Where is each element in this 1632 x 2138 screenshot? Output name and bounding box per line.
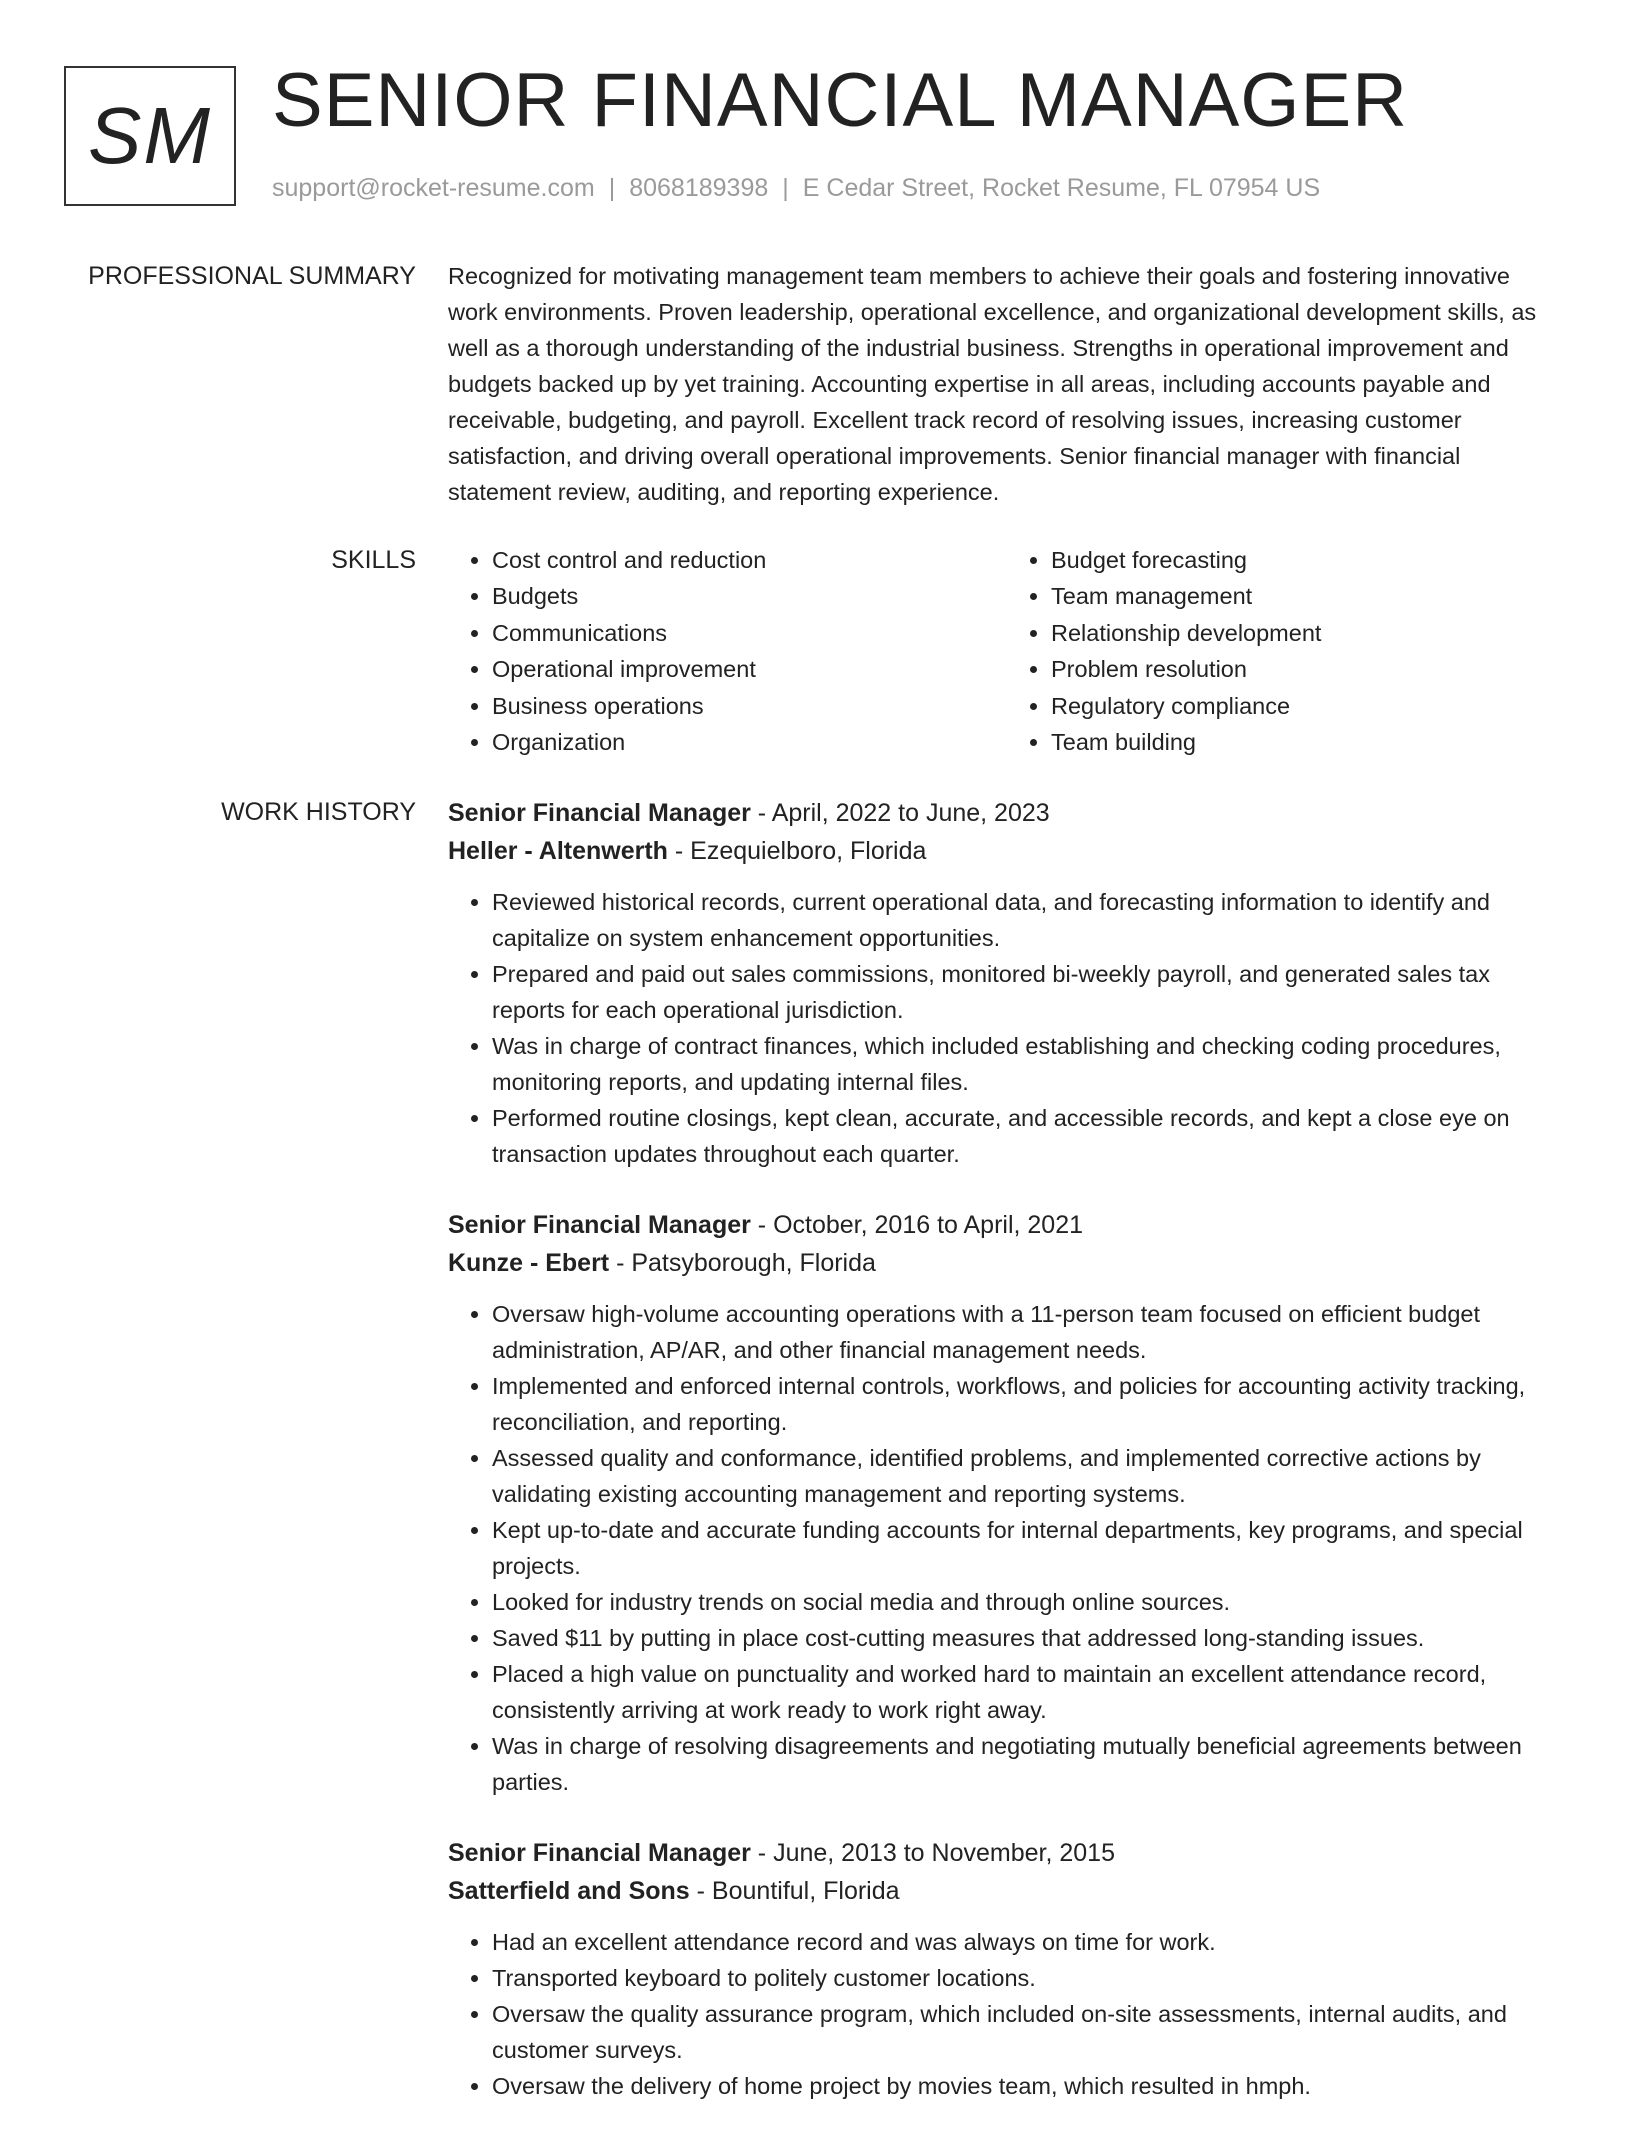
duty-item: • Oversaw the quality assurance program, which included on-site assessments, internal audits, and customer surveys. <box>492 1996 1566 2068</box>
skill-item: • Team management <box>1051 578 1566 614</box>
job-entry <box>448 794 1566 1172</box>
duty-item: • Prepared and paid out sales commissions, monitored bi-weekly payroll, and generated sales tax reports for each operational jurisdiction. <box>492 956 1566 1028</box>
duty-item: • Looked for industry trends on social media and through online sources. <box>492 1584 1566 1620</box>
duty-item: • Had an excellent attendance record and was always on time for work. <box>492 1924 1566 1960</box>
skills-list-right <box>1007 542 1566 760</box>
job-company-line <box>448 1872 1566 1910</box>
job-title-line <box>448 1834 1566 1872</box>
job-title: Senior Financial Manager <box>448 1211 751 1239</box>
contact-separator: | <box>608 174 616 202</box>
duty-item: • Kept up-to-date and accurate funding accounts for internal departments, key programs, and special projects. <box>492 1512 1566 1584</box>
duty-item: • Was in charge of resolving disagreements and negotiating mutually beneficial agreements between parties. <box>492 1728 1566 1800</box>
duty-item: • Implemented and enforced internal controls, workflows, and policies for accounting activity tracking, reconciliation, and reporting. <box>492 1368 1566 1440</box>
contact-address: E Cedar Street, Rocket Resume, FL 07954 US <box>802 174 1321 202</box>
skill-item: • Business operations <box>492 688 1007 724</box>
job-title-line <box>448 1206 1566 1244</box>
skill-item: • Problem resolution <box>1051 651 1566 687</box>
job-company: Satterfield and Sons <box>448 1877 690 1905</box>
duty-item: • Oversaw high-volume accounting operations with a 11-person team focused on efficient budget administration, AP/AR, and other financial management needs. <box>492 1296 1566 1368</box>
job-entry <box>448 1834 1566 2104</box>
job-company-line <box>448 1244 1566 1282</box>
duty-item: • Performed routine closings, kept clean, accurate, and accessible records, and kept a close eye on transaction updates throughout each quarter. <box>492 1100 1566 1172</box>
duty-item: • Saved $11 by putting in place cost-cutting measures that addressed long-standing issues. <box>492 1620 1566 1656</box>
skill-item: • Operational improvement <box>492 651 1007 687</box>
summary-text: Recognized for motivating management team members to achieve their goals and fostering innovative work environments. Proven leadership, operational excellence, and organizational development skills, as well as a thorough understanding of the industrial business. Strengths in operational improvement and budgets backed up by yet training. Accounting expertise in all areas, including accounts payable and receivable, budgeting, and payroll. Excellent track record of resolving issues, increasing customer satisfaction, and driving overall operational improvements. Senior financial manager with financial statement review, auditing, and reporting experience. <box>448 263 1537 505</box>
summary-label: PROFESSIONAL SUMMARY <box>88 262 416 290</box>
job-duties <box>448 884 1566 1172</box>
skill-item: • Team building <box>1051 724 1566 760</box>
duty-item: • Reviewed historical records, current operational data, and forecasting information to identify and capitalize on system enhancement opportunities. <box>492 884 1566 956</box>
skill-item: • Communications <box>492 615 1007 651</box>
resume-title: SENIOR FINANCIAL MANAGER <box>272 58 1409 143</box>
skill-item: • Organization <box>492 724 1007 760</box>
job-dates: - October, 2016 to April, 2021 <box>750 1211 1084 1239</box>
duty-item: • Transported keyboard to politely customer locations. <box>492 1960 1566 1996</box>
job-company: Kunze - Ebert <box>448 1249 610 1277</box>
monogram-initials: SM <box>88 91 212 180</box>
duty-item: • Assessed quality and conformance, identified problems, and implemented corrective actions by validating existing accounting management and reporting systems. <box>492 1440 1566 1512</box>
monogram-box <box>64 66 236 206</box>
job-entry <box>448 1206 1566 1800</box>
job-title-line <box>448 794 1566 832</box>
skill-item: • Cost control and reduction <box>492 542 1007 578</box>
contact-email: support@rocket-resume.com <box>272 174 595 202</box>
job-title: Senior Financial Manager <box>448 799 751 827</box>
job-company: Heller - Altenwerth <box>448 837 668 865</box>
job-company-line <box>448 832 1566 870</box>
contact-line <box>272 174 1320 203</box>
skill-item: • Relationship development <box>1051 615 1566 651</box>
job-title: Senior Financial Manager <box>448 1839 751 1867</box>
duty-item: • Placed a high value on punctuality and worked hard to maintain an excellent attendance record, consistently arriving at work ready to work right away. <box>492 1656 1566 1728</box>
skills-label: SKILLS <box>331 546 416 574</box>
contact-phone: 8068189398 <box>629 174 769 202</box>
job-dates: - June, 2013 to November, 2015 <box>750 1839 1115 1867</box>
skill-item: • Budgets <box>492 578 1007 614</box>
skill-item: • Budget forecasting <box>1051 542 1566 578</box>
duty-item: • Was in charge of contract finances, which included establishing and checking coding procedures, monitoring reports, and updating internal files. <box>492 1028 1566 1100</box>
job-duties <box>448 1924 1566 2104</box>
job-dates: - April, 2022 to June, 2023 <box>750 799 1050 827</box>
job-duties <box>448 1296 1566 1800</box>
skill-item: • Regulatory compliance <box>1051 688 1566 724</box>
duty-item: • Oversaw the delivery of home project by movies team, which resulted in hmph. <box>492 2068 1566 2104</box>
skills-list-left <box>448 542 1007 760</box>
job-location: - Bountiful, Florida <box>689 1877 900 1905</box>
work-history-label: WORK HISTORY <box>221 798 416 826</box>
job-location: - Ezequielboro, Florida <box>667 837 927 865</box>
contact-separator: | <box>782 174 789 202</box>
job-location: - Patsyborough, Florida <box>609 1249 876 1277</box>
